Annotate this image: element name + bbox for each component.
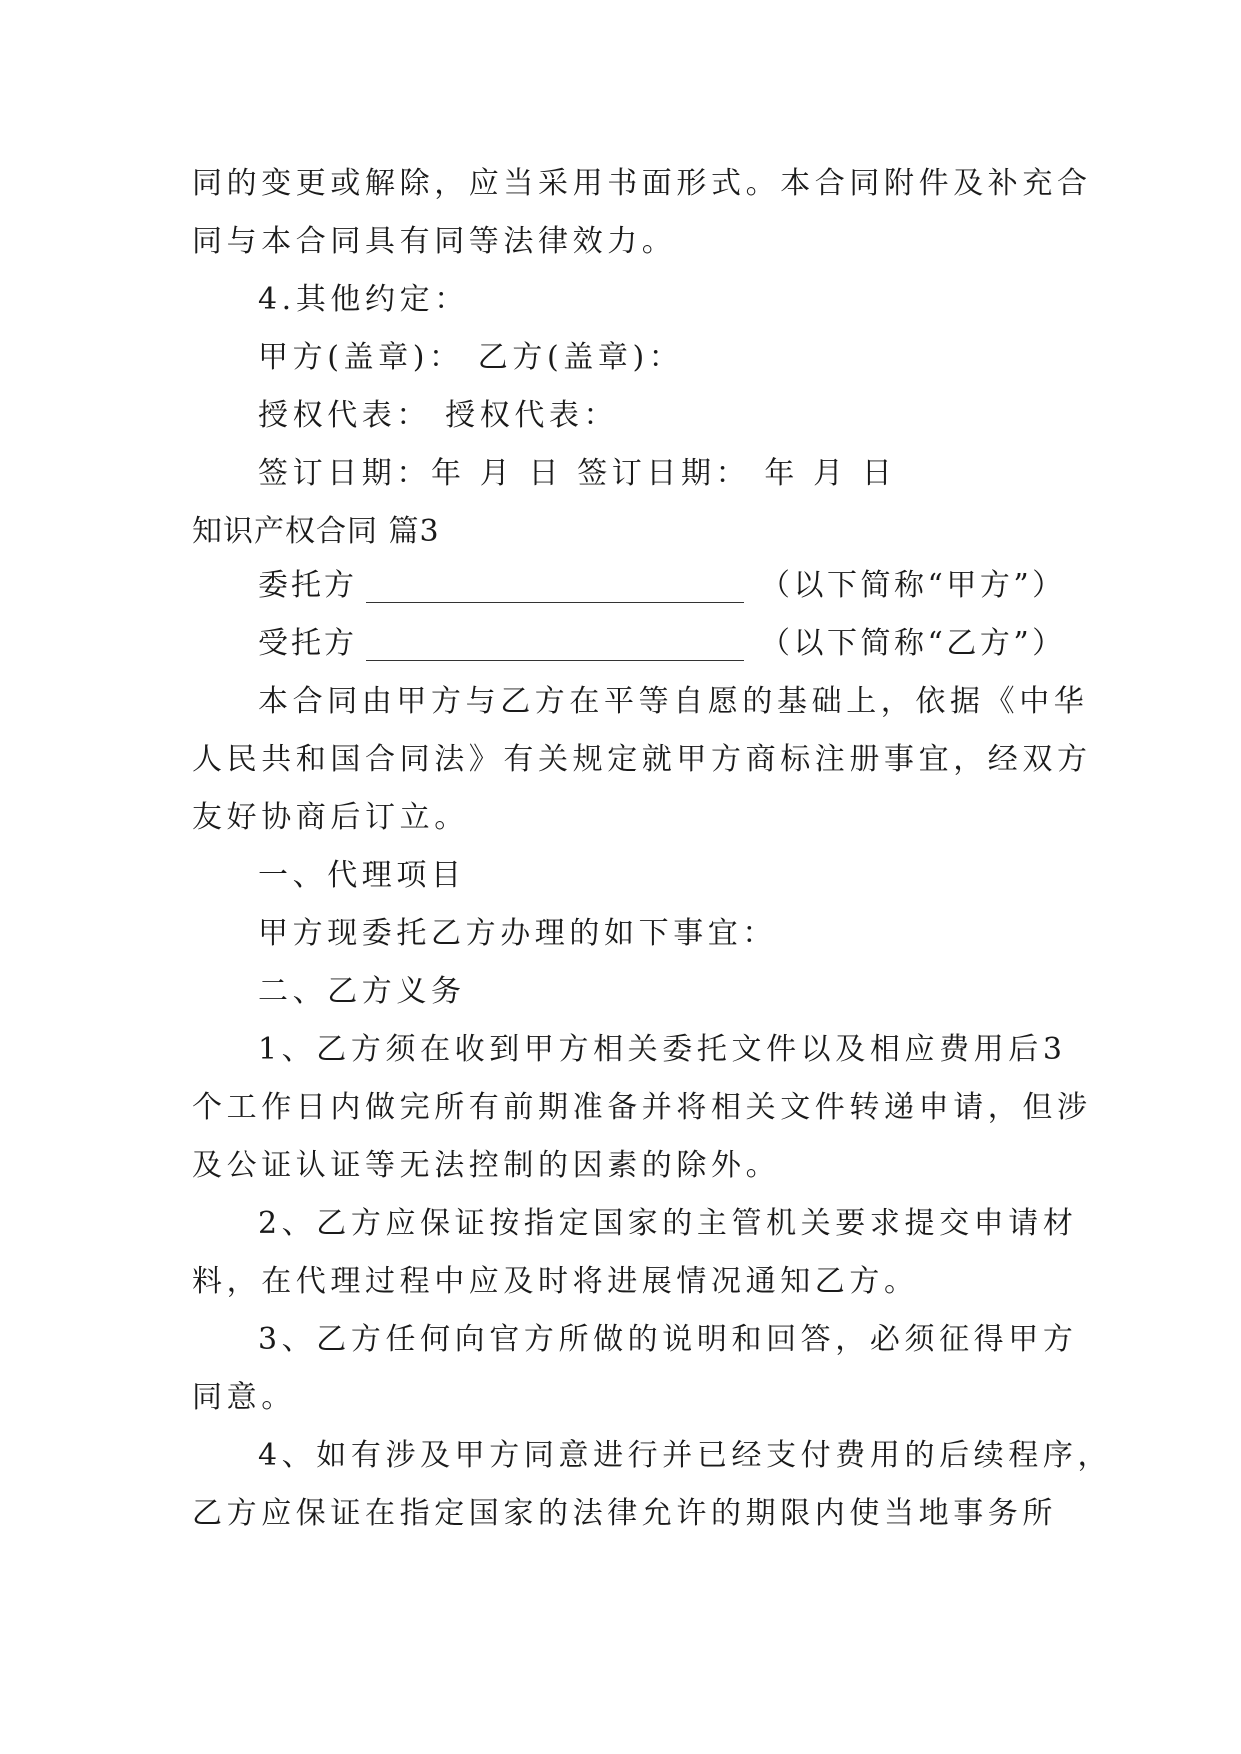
text-line: 个工作日内做完所有前期准备并将相关文件转递申请，但涉	[192, 1090, 1092, 1125]
signing-date-line: 签订日期：年 月 日 签订日期： 年 月 日	[258, 456, 897, 491]
text-line: 4.其他约定：	[258, 282, 469, 317]
text-line: 同的变更或解除，应当采用书面形式。本合同附件及补充合	[192, 166, 1092, 201]
text-line: 及公证认证等无法控制的因素的除外。	[192, 1148, 781, 1183]
text-line: 4、如有涉及甲方同意进行并已经支付费用的后续程序，	[258, 1438, 1113, 1473]
text-line: 乙方应保证在指定国家的法律允许的期限内使当地事务所	[192, 1496, 1057, 1531]
text-line: 1、乙方须在收到甲方相关委托文件以及相应费用后3	[258, 1032, 1067, 1067]
text-line: 本合同由甲方与乙方在平等自愿的基础上，依据《中华	[258, 684, 1089, 719]
signature-seal-line: 甲方(盖章)： 乙方(盖章)：	[258, 340, 684, 375]
blank-field-agent	[366, 660, 744, 661]
text-line: 甲方现委托乙方办理的如下事宜：	[258, 916, 777, 951]
section-heading: 知识产权合同 篇3	[192, 514, 440, 549]
clause-heading: 二、乙方义务	[258, 974, 466, 1009]
text-line: 友好协商后订立。	[192, 800, 469, 835]
text-line: 同意。	[192, 1380, 296, 1415]
text-line: 人民共和国合同法》有关规定就甲方商标注册事宜，经双方	[192, 742, 1092, 777]
text-line: 2、乙方应保证按指定国家的主管机关要求提交申请材	[258, 1206, 1078, 1241]
text-line: 3、乙方任何向官方所做的说明和回答，必须征得甲方	[258, 1322, 1078, 1357]
blank-field-client	[366, 602, 744, 603]
party-label-agent: 受托方	[258, 626, 357, 661]
clause-heading: 一、代理项目	[258, 858, 466, 893]
text-line: 料，在代理过程中应及时将进展情况通知乙方。	[192, 1264, 919, 1299]
authorized-rep-line: 授权代表： 授权代表：	[258, 398, 619, 433]
party-label-client: 委托方	[258, 568, 357, 603]
text-line: 同与本合同具有同等法律效力。	[192, 224, 677, 259]
party-abbr-agent: （以下简称“乙方”）	[760, 626, 1066, 661]
party-abbr-client: （以下简称“甲方”）	[760, 568, 1066, 603]
